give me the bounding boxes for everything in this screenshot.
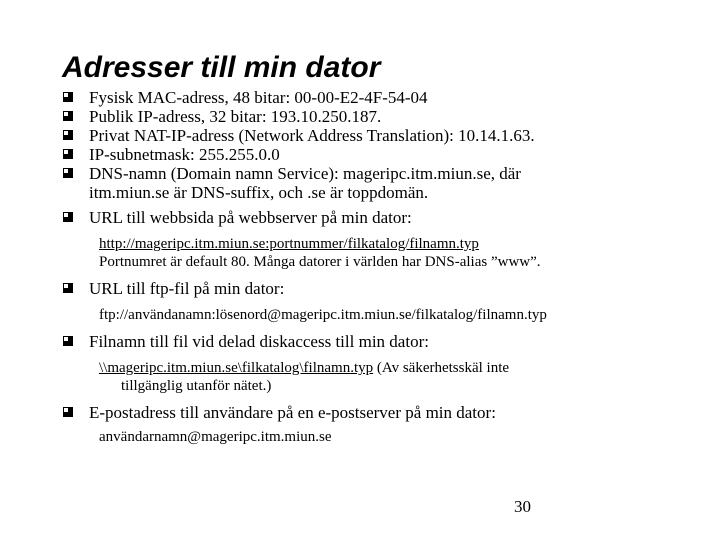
url-note: Portnumret är default 80. Många datorer i världen har DNS-alias ”www”.	[99, 254, 541, 270]
bullet-text: Filnamn till fil vid delad diskaccess till min dator:	[89, 332, 429, 351]
checkbox-square-icon	[63, 283, 73, 293]
web-url-link[interactable]: http://mageripc.itm.miun.se:portnummer/filkatalog/filnamn.typ	[99, 236, 479, 252]
bullet-text: Privat NAT-IP-adress (Network Address Translation): 10.14.1.63.	[89, 126, 535, 145]
bullet-continuation: itm.miun.se är DNS-suffix, och .se är toppdomän.	[89, 183, 429, 202]
bullet-text: URL till webbsida på webbserver på min dator:	[89, 208, 412, 227]
bullet-share-path	[62, 332, 712, 351]
checkbox-square-icon	[63, 168, 73, 178]
share-note-continuation: tillgänglig utanför nätet.)	[121, 378, 272, 394]
bullet-text: IP-subnetmask: 255.255.0.0	[89, 145, 280, 164]
checkbox-square-icon	[63, 92, 73, 102]
sub-web-url	[62, 235, 712, 271]
checkbox-square-icon	[63, 407, 73, 417]
checkbox-square-icon	[63, 212, 73, 222]
bullet-text: DNS-namn (Domain namn Service): mageripc.itm.miun.se, där	[89, 164, 521, 183]
checkbox-square-icon	[63, 111, 73, 121]
bullet-text: Fysisk MAC-adress, 48 bitar: 00-00-E2-4F-54-04	[89, 88, 428, 107]
bullet-private-nat-ip	[62, 126, 712, 145]
bullet-list	[62, 88, 712, 446]
bullet-text: E-postadress till användare på en e-postserver på min dator:	[89, 403, 496, 422]
bullet-subnetmask	[62, 145, 712, 164]
email-example: användarnamn@mageripc.itm.miun.se	[99, 429, 332, 445]
bullet-mac-address	[62, 88, 712, 107]
page-number: 30	[514, 497, 531, 516]
bullet-ftp-url	[62, 279, 712, 298]
checkbox-square-icon	[63, 336, 73, 346]
share-path-link[interactable]: \\mageripc.itm.miun.se\filkatalog\filnamn.typ	[99, 360, 374, 376]
checkbox-square-icon	[63, 130, 73, 140]
checkbox-square-icon	[63, 149, 73, 159]
bullet-dns-name	[62, 164, 712, 202]
bullet-email	[62, 403, 712, 422]
bullet-web-url	[62, 208, 712, 227]
ftp-example: ftp://användanamn:lösenord@mageripc.itm.miun.se/filkatalog/filnamn.typ	[99, 307, 547, 323]
slide-title: Adresser till min dator	[62, 51, 381, 84]
share-note: (Av säkerhetsskäl inte	[376, 360, 510, 376]
sub-ftp-url	[62, 306, 712, 324]
bullet-public-ip	[62, 107, 712, 126]
sub-email	[62, 428, 712, 446]
bullet-text: Publik IP-adress, 32 bitar: 193.10.250.187.	[89, 107, 382, 126]
sub-share-path	[62, 359, 712, 395]
bullet-text: URL till ftp-fil på min dator:	[89, 279, 285, 298]
